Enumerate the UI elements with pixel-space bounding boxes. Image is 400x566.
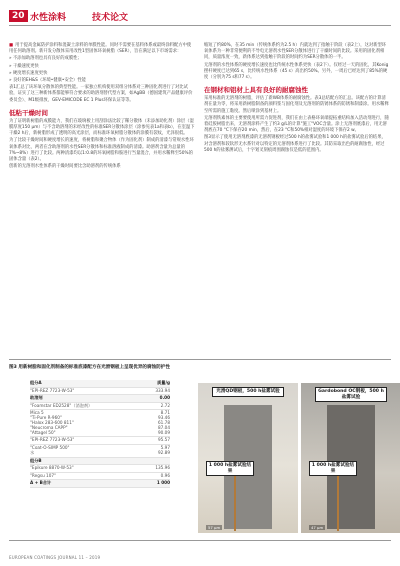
photo-qd-steel xyxy=(198,383,298,533)
table-cell-label: "Coat-O-SIMP 500" 水 xyxy=(30,444,70,455)
table-cell-value: 0.00 xyxy=(159,395,170,401)
list-item: » 硬度增长速度更快 xyxy=(9,70,48,76)
body-paragraph: 图3显示了使用无溶剂底漆的无溶剂钢板经过500 h的盐雾试验和1 000 h的盐雾试验后的结果，对含溶剂和较软形无水系针对以特定的无溶剂体系进行了比较。其防采取出色的耐腐蚀性，经过500 h的盐雾测试后，十字划叉刻痕周围腐蚀仅是低的范围内。 xyxy=(204,135,386,153)
figure-title: 图3 用新树脂和固化剂制备的标准底漆配方在光滑钢板上呈现优异的腐蚀防护性 xyxy=(9,365,170,370)
figure-rule xyxy=(9,359,391,360)
table-row xyxy=(30,480,170,488)
table-row xyxy=(30,395,170,403)
photo-caption-secondary: 1 000 h盐雾试验结果 xyxy=(309,461,357,476)
section-heading: 在钢材和铝材上具有良好的耐腐蚀性 xyxy=(204,86,308,95)
body-paragraph: 创新的无溶剂水性体系的干燥时间要比含助溶剂的传统体系 xyxy=(9,164,121,170)
table-cell-label: "EPI-REZ 7723-W-53" xyxy=(30,437,75,443)
table-cell-value: 1 000 xyxy=(156,480,170,486)
table-cell-label: A + B合计 xyxy=(30,480,52,486)
column-left xyxy=(9,43,195,171)
table-row xyxy=(30,458,170,466)
table-cell-label: "Foamstar ED2528"（消泡剂） xyxy=(30,402,93,408)
list-item: » 不添加助溶剂也具有良好的成膜性； xyxy=(9,56,82,62)
table-row xyxy=(30,388,170,396)
column-right xyxy=(204,43,390,155)
scale-ruler xyxy=(234,471,236,531)
photo-caption-secondary: 1 000 h盐雾试验结果 xyxy=(206,461,254,476)
film-thickness-label: 47 µm xyxy=(311,525,324,530)
list-item: » 良好的EH&S（环境•健康•安全）性能 xyxy=(9,78,86,84)
table-row xyxy=(30,465,170,473)
intro-paragraph: ■ 用于提高金属防护涂料和混凝土涂料的单膜性能。同时不需要在基料体系或最终涂料配方中使用任何助溶剂。新开发分散体采用改性1型固体环氧树脂（SER），旨在满足以下市场需求： xyxy=(9,43,192,55)
table-cell-value: 95.57 xyxy=(158,437,170,443)
body-paragraph: 缩短了约80%，在35 min（传统体系约为2.5 h）内就达到了指触干阶段（表2上），这对新型环氧体系为一种非常便利的不导电无溶剂水性SER分散体进行了干燥时间的比较。采用的固化剂相同，质量浓度一致，新体系达到指触干阶段的时间约为SER分散体的一半。 xyxy=(204,43,387,61)
table-row xyxy=(30,437,170,445)
table-cell-label: "Regsu 107" xyxy=(30,472,56,478)
section-tag: 技术论文 xyxy=(92,13,129,23)
film-thickness-label: 57 µm xyxy=(208,525,221,530)
table-cell-value: 8.71 93.46 61.78 87.04 90.09 xyxy=(158,410,170,435)
photo-gardobond-steel xyxy=(301,383,400,533)
table-row xyxy=(30,410,170,437)
body-paragraph: 为了比较干燥时间和硬度增长的速度，将树脂和聚合物体（作为固化剂）制成的清漆与常规水性环氧体系对比，两者在含助溶剂的水性SER分散体和标准溶液制成的清漆。助溶剂含量为总量的7%~8%）进行了比较。两种清漆均以1:0.8的环氧树脂和胺进行当量混合，并用水稀释至50%的固体含量（表2）。 xyxy=(9,138,194,163)
table-cell-value: 333.94 xyxy=(155,387,170,393)
body-paragraph: 为了证明新树脂的成膜能力，我们在玻璃板上用刮涂法比较了稀分散体（未添加助化剂）涂层（湿膜厚度150 µm）与不含助溶剂的未经改性的标准SER分散体涂层（涂参见表1a和表b），在室温下干燥2 h后，新树脂形成了透明的高光涂层，而标准环氧树脂分散体的涂膜有裂纹，光泽很低。 xyxy=(9,118,195,137)
photo-caption: 光滑QD钢板，500 h盐雾试验 xyxy=(212,387,284,397)
photo-caption: Gardobond OC钢板，500 h盐雾试验 xyxy=(315,387,387,402)
table-cell-value: 0.96 xyxy=(160,472,170,478)
table-cell-value: 质量/g xyxy=(157,380,170,385)
journal-footer: EUROPEAN COATINGS JOURNAL 11 – 2019 xyxy=(9,555,101,560)
table-cell-label: 助溶剂 xyxy=(30,395,43,401)
table-row xyxy=(30,403,170,411)
list-item: » 干燥速度更快 xyxy=(9,63,39,69)
body-paragraph: 无溶剂铁素体的主要要使用所需力促进剂，我们在由上表格环氧端提拓重结构加入活动剂进行，随着硅胶树脂出来，无溶剂涂料产生了约3 g/L的计算"施工"VOC含量。涂上无溶剂底漆后，用无溶剂底在70 °C下保存20 min，然后，在23 °C和50%相对湿度的环境下保存2 w。 xyxy=(204,115,389,134)
table-cell-value: 135.96 xyxy=(155,465,170,471)
section-title: 水性涂料 xyxy=(30,13,67,23)
body-paragraph: 无溶剂的水性体系的硬度增长速度也比传统水性体系更快（表2下）。仅经过一天的固化，其Konig摆杆硬度已达到65 s，比传统水性体系（45 s）高出约50%。另外，一周后已经达到了85%的硬度（分别为75 s和77 s）。 xyxy=(204,62,389,81)
table-cell-label: "Epikure 8870-W-53" xyxy=(30,465,74,471)
figure-bottom-rule xyxy=(9,540,391,541)
paragraph-bullet: ■ xyxy=(9,43,14,48)
table-cell-label: Mica 5 "Ti-Pure R-960" "Halox 283-600 811" "Neucroma CAPP" "Attagel 50" xyxy=(30,410,74,435)
table-cell-value: 5.97 92.89 xyxy=(158,444,170,455)
table-cell-label: 组分B xyxy=(30,457,42,463)
page-number: 20 xyxy=(9,10,28,22)
table-cell-label: 组分A xyxy=(30,380,42,385)
table-cell-label: "EPI-REZ 7723-W-53" xyxy=(30,387,75,393)
scale-ruler xyxy=(337,471,339,531)
formulation-table xyxy=(30,380,170,488)
section-heading: 低粘干燥时间 xyxy=(9,108,48,117)
body-paragraph: 表1汇总了该环氧分散体的典型性能。一家独立机构使用双组分体系对三种固化剂进行了对比试验，证实了这三种新体系都能够符合要求的助溶剂替代型方案，如AgBB（德国建筑产品健康评价委员会）、M1级排放、GEV-EMICODE EC 1 Plus环保认证等等。 xyxy=(9,85,193,103)
table-row xyxy=(30,445,170,458)
table-cell-value: 2.72 xyxy=(160,402,170,408)
header-rule xyxy=(9,25,391,26)
table-row xyxy=(30,380,170,388)
body-paragraph: 采用标准的无溶剂的树脂，评估了新WB体系的耐腐蚀性。表3总结配方的汇总。该配方的计算清剂在量为零，将采用新树脂制备的颜料浆与固化剂及无溶剂的防锈体系的防锈和制漆涂。用水稀释至所需的施工黏度。然后喷涂到基材上。 xyxy=(204,96,389,114)
table-row xyxy=(30,473,170,481)
